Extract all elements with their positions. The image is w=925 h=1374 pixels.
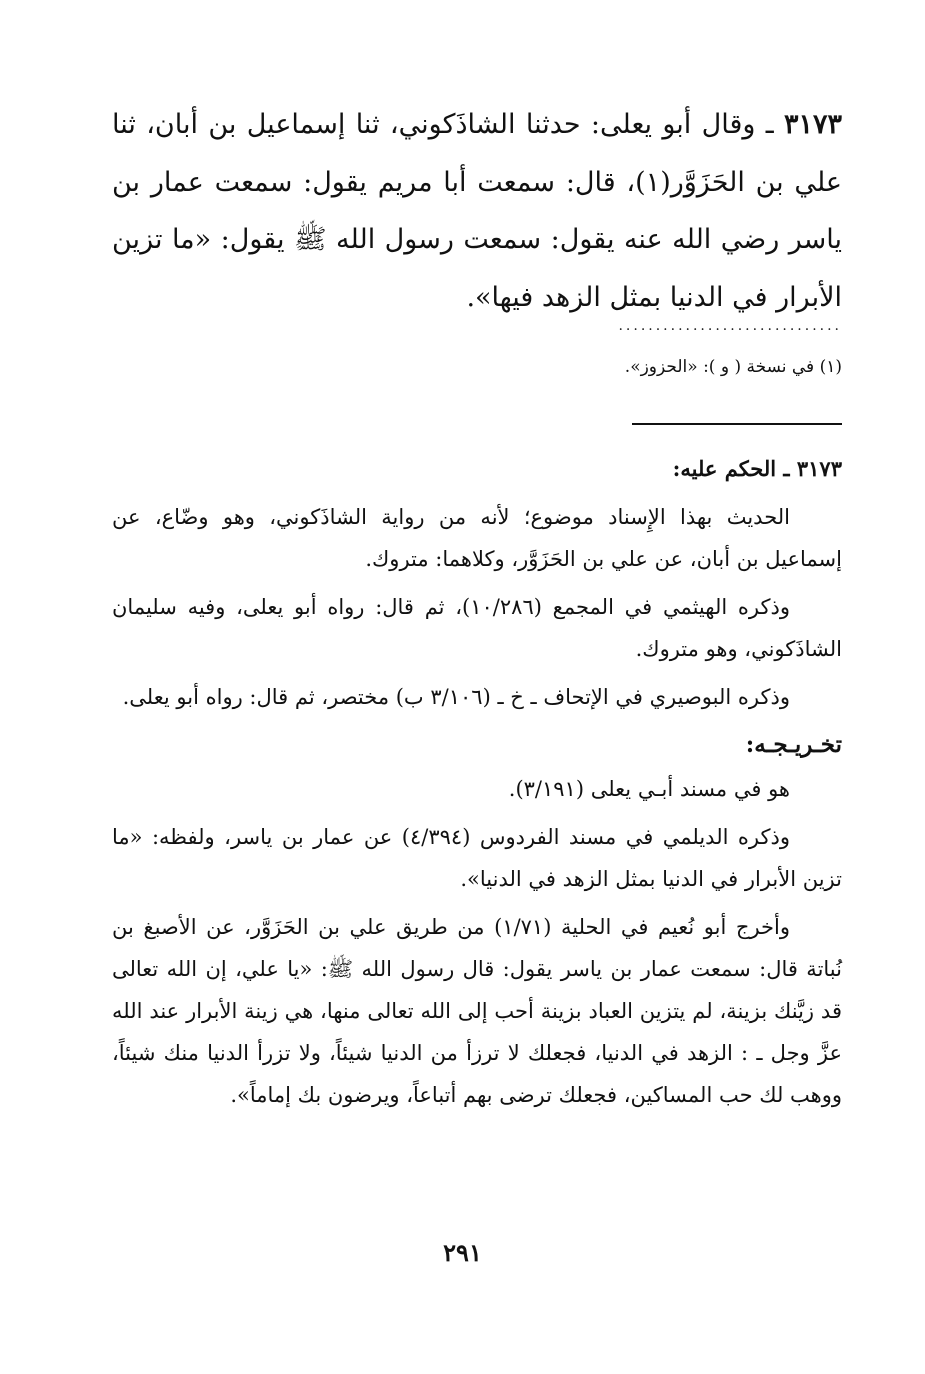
- takhrij-paragraph: هو في مسند أبـي يعلى (٣/١٩١).: [508, 777, 790, 801]
- takhrij-paragraph: وأخرج أبو نُعيم في الحلية (١/٧١) من طريق علي بن الحَزَوَّر، عن الأصبغ بن نُباتة قال: سمعت عمار بن ياسر يقول: قال رسول الله ﷺ: «يا علي، إن الله تعالى قد زيَّنك بزينة، لم يتزين العباد بزينة أحب إلى الله تعالى منها، هي زينة الأبرار عند الله عزَّ وجل ـ : الزهد في الدنيا، فجعلك لا ترزأ من الدنيا شيئاً، ولا تزرأ الدنيا منك شيئاً، ووهب لك حب المساكين، فجعلك ترضى بهم أتباعاً، ويرضون بك إماماً».: [112, 915, 842, 1107]
- takhrij-paragraph: وذكره الديلمي في مسند الفردوس (٤/٣٩٤) عن عمار بن ياسر، ولفظه: «ما تزين الأبرار في الدنيا بمثل الزهد في الدنيا».: [112, 825, 842, 891]
- hadith-number: ٣١٧٣: [783, 109, 842, 140]
- footnote-separator: ..............................: [618, 318, 842, 334]
- page-number: ٢٩١: [443, 1238, 482, 1267]
- ruling-paragraph: وذكره الهيثمي في المجمع (١٠/٢٨٦)، ثم قال: رواه أبو يعلى، وفيه سليمان الشاذَكوني، وهو متروك.: [112, 595, 842, 661]
- section-divider-line: [632, 423, 842, 425]
- ruling-paragraph: الحديث بهذا الإِسناد موضوع؛ لأنه من رواية الشاذَكوني، وهو وضّاع، عن إسماعيل بن أبان، عن علي بن الحَزَوَّر، وكلاهما: متروك.: [112, 505, 842, 571]
- ruling-paragraph: وذكره البوصيري في الإتحاف ـ خ ـ (٣/١٠٦ ب) مختصر، ثم قال: رواه أبو يعلى.: [122, 685, 790, 709]
- footnote: (١) في نسخة ( و ): «الحزوز».: [624, 357, 842, 377]
- hadith-text-block: [112, 96, 842, 326]
- commentary-section: [112, 448, 842, 1122]
- hadith-body: ـ وقال أبو يعلى: حدثنا الشاذَكوني، ثنا إسماعيل بن أبان، ثنا علي بن الحَزَوَّر(١)، قال: سمعت أبا مريم يقول: سمعت عمار بن ياسر رضي الله عنه يقول: سمعت رسول الله ﷺ يقول: «ما تزين الأبرار في الدنيا بمثل الزهد فيها».: [112, 109, 842, 313]
- takhrij-heading: تخـريـجـه:: [745, 731, 842, 758]
- ruling-heading: ٣١٧٣ ـ الحكم عليه:: [672, 456, 842, 481]
